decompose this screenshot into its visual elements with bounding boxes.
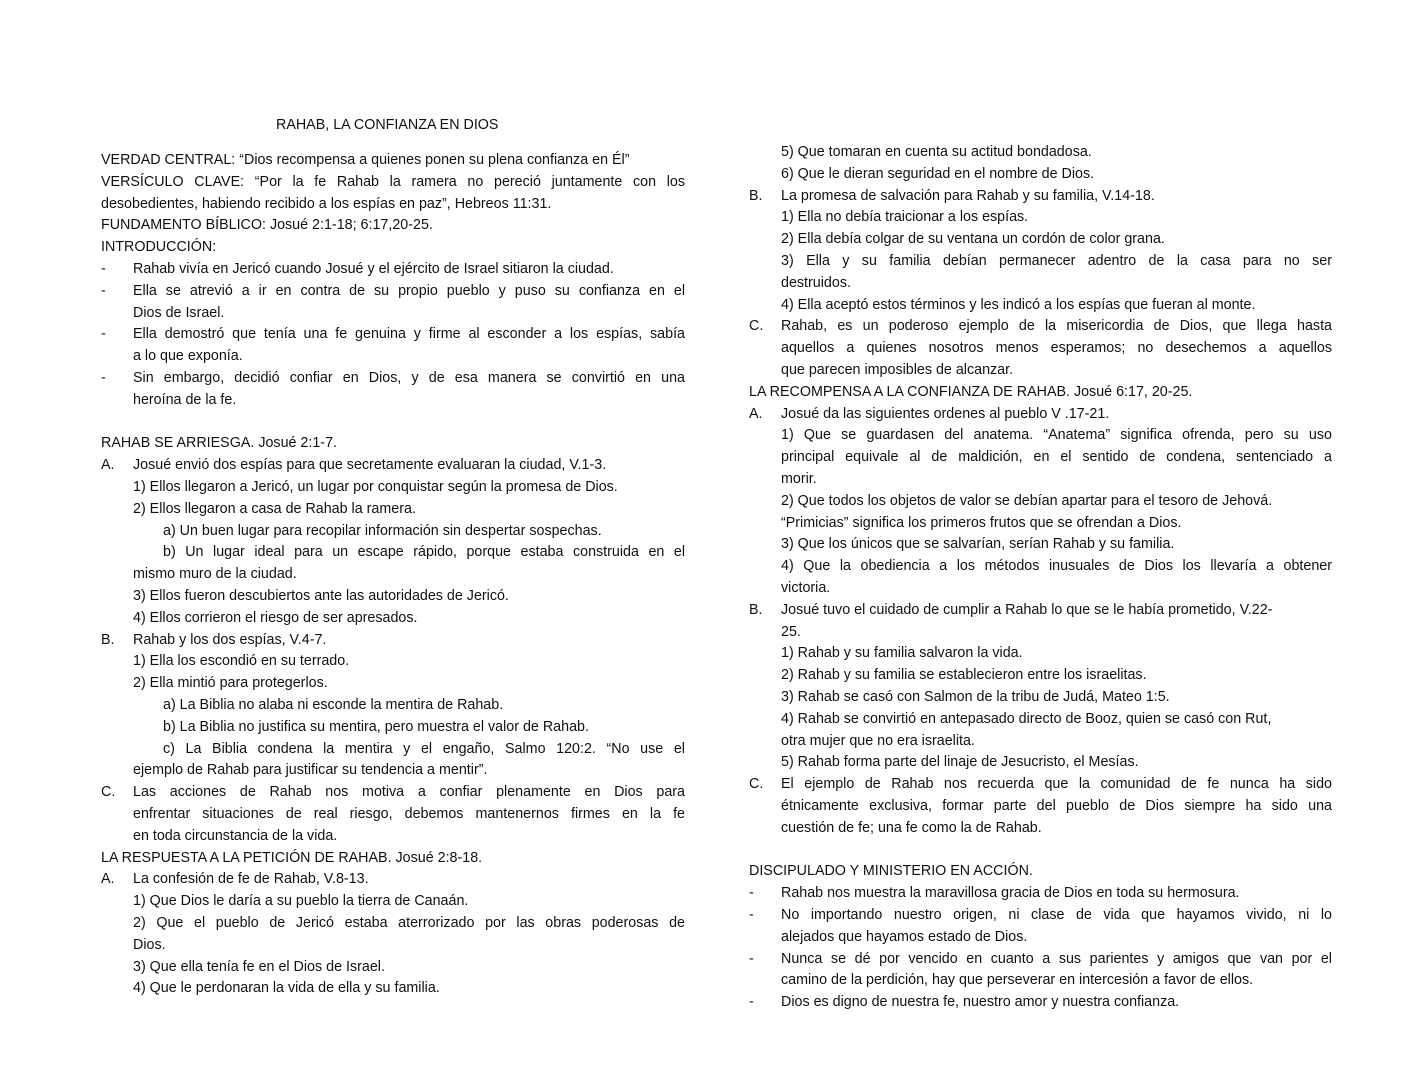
list-marker: - <box>101 261 106 277</box>
text-line: en toda circunstancia de la vida. <box>133 827 338 844</box>
list-marker: - <box>101 370 106 386</box>
text-line: 4) Rahab se convirtió en antepasado directo de Booz, quien se casó con Rut, <box>781 710 1272 727</box>
text-line: cuestión de fe; una fe como la de Rahab. <box>781 819 1042 836</box>
text-line: 1) Ella no debía traicionar a los espías. <box>781 209 1029 226</box>
text-line: b) Un lugar ideal para un escape rápido, porque estaba construida en el <box>163 544 685 561</box>
list-marker: - <box>101 282 106 299</box>
text-line: victoria. <box>781 580 831 596</box>
text-line: 1) Rahab y su familia salvaron la vida. <box>781 645 1023 662</box>
text-line: 4) Ella aceptó estos términos y les indicó a los espías que fueran al monte. <box>781 296 1256 313</box>
text-line: que parecen imposibles de alcanzar. <box>781 362 1014 378</box>
text-line: Rahab nos muestra la maravillosa gracia de Dios en toda su hermosura. <box>781 885 1240 902</box>
text-line: 2) Rahab y su familia se establecieron entre los israelitas. <box>781 667 1147 684</box>
text-line: 3) Rahab se casó con Salmon de la tribu de Judá, Mateo 1:5. <box>781 689 1170 705</box>
text-line: Rahab vivía en Jericó cuando Josué y el ejército de Israel sitiaron la ciudad. <box>133 261 614 277</box>
text-line: 3) Que ella tenía fe en el Dios de Israel. <box>133 958 385 975</box>
text-line: a) Un buen lugar para recopilar información sin despertar sospechas. <box>163 522 602 539</box>
text-line: morir. <box>781 471 817 487</box>
text-line: otra mujer que no era israelita. <box>781 732 975 749</box>
text-line: INTRODUCCIÓN: <box>101 239 217 256</box>
page-title: RAHAB, LA CONFIANZA EN DIOS <box>276 117 499 133</box>
text-line: 1) Que Dios le daría a su pueblo la tierra de Canaán. <box>133 893 469 910</box>
list-marker: - <box>749 950 754 967</box>
list-marker: B. <box>749 187 763 204</box>
text-line: Josué da las siguientes ordenes al pueblo V .17-21. <box>781 405 1110 422</box>
text-line: “Primicias” significa los primeros frutos que se ofrendan a Dios. <box>781 514 1182 531</box>
text-line: 4) Que le perdonaran la vida de ella y su familia. <box>133 980 440 997</box>
list-marker: - <box>749 994 754 1011</box>
text-line: alejados que hayamos estado de Dios. <box>781 928 1028 945</box>
list-marker: A. <box>749 405 763 422</box>
text-line: Dios de Israel. <box>133 304 225 321</box>
list-marker: C. <box>749 318 764 335</box>
list-marker: A. <box>101 871 115 888</box>
text-line: destruidos. <box>781 274 851 291</box>
list-marker: B. <box>101 631 115 648</box>
text-line: 2) Que el pueblo de Jericó estaba aterrorizado por las obras poderosas de <box>133 915 685 931</box>
text-line: 2) Ella debía colgar de su ventana un cordón de color grana. <box>781 231 1165 248</box>
text-line: 1) Ella los escondió en su terrado. <box>133 653 350 670</box>
text-line: 1) Ellos llegaron a Jericó, un lugar por conquistar según la promesa de Dios. <box>133 479 618 495</box>
text-line: Las acciones de Rahab nos motiva a confiar plenamente en Dios para <box>133 784 685 801</box>
text-line: No importando nuestro origen, ni clase de vida que hayamos vivido, ni lo <box>781 907 1332 923</box>
text-line: 4) Ellos corrieron el riesgo de ser apresados. <box>133 609 418 626</box>
text-line: enfrentar situaciones de real riesgo, debemos mantenernos firmes en la fe <box>133 806 685 822</box>
text-line: Josué tuvo el cuidado de cumplir a Rahab lo que se le había prometido, V.22- <box>781 601 1273 618</box>
text-line: 3) Que los únicos que se salvarían, serían Rahab y su familia. <box>781 536 1175 553</box>
list-marker: B. <box>749 601 763 618</box>
text-line: DISCIPULADO Y MINISTERIO EN ACCIÓN. <box>749 863 1033 880</box>
list-marker: C. <box>749 776 764 793</box>
text-line: camino de la perdición, hay que perseverar en intercesión a favor de ellos. <box>781 972 1254 989</box>
text-line: VERDAD CENTRAL: “Dios recompensa a quienes ponen su plena confianza en Él” <box>101 152 630 168</box>
text-line: a lo que exponía. <box>133 348 243 365</box>
text-line: Ella se atrevió a ir en contra de su propio pueblo y puso su confianza en el <box>133 282 685 299</box>
text-line: Sin embargo, decidió confiar en Dios, y de esa manera se convirtió en una <box>133 370 685 386</box>
text-line: 6) Que le dieran seguridad en el nombre de Dios. <box>781 165 1095 182</box>
text-line: La confesión de fe de Rahab, V.8-13. <box>133 871 369 888</box>
text-line: ejemplo de Rahab para justificar su tendencia a mentir”. <box>133 762 488 779</box>
text-line: 1) Que se guardasen del anatema. “Anatema” significa ofrenda, pero su uso <box>781 427 1332 444</box>
text-line: Dios. <box>133 936 166 953</box>
text-line: desobedientes, habiendo recibido a los espías en paz”, Hebreos 11:31. <box>101 195 552 212</box>
text-line: c) La Biblia condena la mentira y el engaño, Salmo 120:2. “No use el <box>163 740 685 757</box>
text-line: a) La Biblia no alaba ni esconde la mentira de Rahab. <box>163 697 504 713</box>
text-line: 4) Que la obediencia a los métodos inusuales de Dios los llevaría a obtener <box>781 558 1332 575</box>
text-line: Rahab y los dos espías, V.4-7. <box>133 631 327 648</box>
text-line: 3) Ellos fueron descubiertos ante las autoridades de Jericó. <box>133 588 509 604</box>
text-line: Rahab, es un poderoso ejemplo de la misericordia de Dios, que llega hasta <box>781 318 1332 335</box>
text-line: Dios es digno de nuestra fe, nuestro amor y nuestra confianza. <box>781 994 1180 1011</box>
text-line: El ejemplo de Rahab nos recuerda que la comunidad de fe nunca ha sido <box>781 776 1332 793</box>
text-line: 25. <box>781 623 801 640</box>
text-line: 2) Que todos los objetos de valor se debían apartar para el tesoro de Jehová. <box>781 492 1273 509</box>
text-line: 2) Ella mintió para protegerlos. <box>133 675 328 692</box>
list-marker: A. <box>101 457 115 474</box>
text-line: heroína de la fe. <box>133 391 237 408</box>
list-marker: - <box>101 326 106 343</box>
text-line: 2) Ellos llegaron a casa de Rahab la ramera. <box>133 500 416 517</box>
list-marker: - <box>749 885 754 902</box>
text-line: Josué envió dos espías para que secretamente evaluaran la ciudad, V.1-3. <box>133 457 607 474</box>
text-line: 3) Ella y su familia debían permanecer adentro de la casa para no ser <box>781 253 1332 269</box>
text-line: principal equivale al de maldición, en el sentido de condena, sentenciado a <box>781 449 1332 466</box>
text-line: FUNDAMENTO BÍBLICO: Josué 2:1-18; 6:17,20-25. <box>101 217 433 234</box>
text-line: mismo muro de la ciudad. <box>133 566 297 583</box>
list-marker: - <box>749 907 754 923</box>
text-line: RAHAB SE ARRIESGA. Josué 2:1-7. <box>101 435 337 452</box>
text-line: 5) Que tomaran en cuenta su actitud bondadosa. <box>781 144 1092 160</box>
text-line: LA RECOMPENSA A LA CONFIANZA DE RAHAB. Josué 6:17, 20-25. <box>749 383 1193 400</box>
text-line: 5) Rahab forma parte del linaje de Jesucristo, el Mesías. <box>781 754 1139 771</box>
text-line: Nunca se dé por vencido en cuanto a sus parientes y amigos que van por el <box>781 950 1332 967</box>
text-line: VERSÍCULO CLAVE: “Por la fe Rahab la ramera no pereció juntamente con los <box>101 173 685 190</box>
text-line: LA RESPUESTA A LA PETICIÓN DE RAHAB. Josué 2:8-18. <box>101 849 483 866</box>
text-line: La promesa de salvación para Rahab y su familia, V.14-18. <box>781 187 1155 204</box>
text-line: aquellos a quienes nosotros menos esperamos; no desechemos a aquellos <box>781 340 1332 357</box>
text-line: Ella demostró que tenía una fe genuina y firme al esconder a los espías, sabía <box>133 326 685 343</box>
text-line: b) La Biblia no justifica su mentira, pero muestra el valor de Rahab. <box>163 718 589 735</box>
text-line: étnicamente exclusiva, formar parte del pueblo de Dios siempre ha sido una <box>781 798 1332 814</box>
list-marker: C. <box>101 784 116 801</box>
